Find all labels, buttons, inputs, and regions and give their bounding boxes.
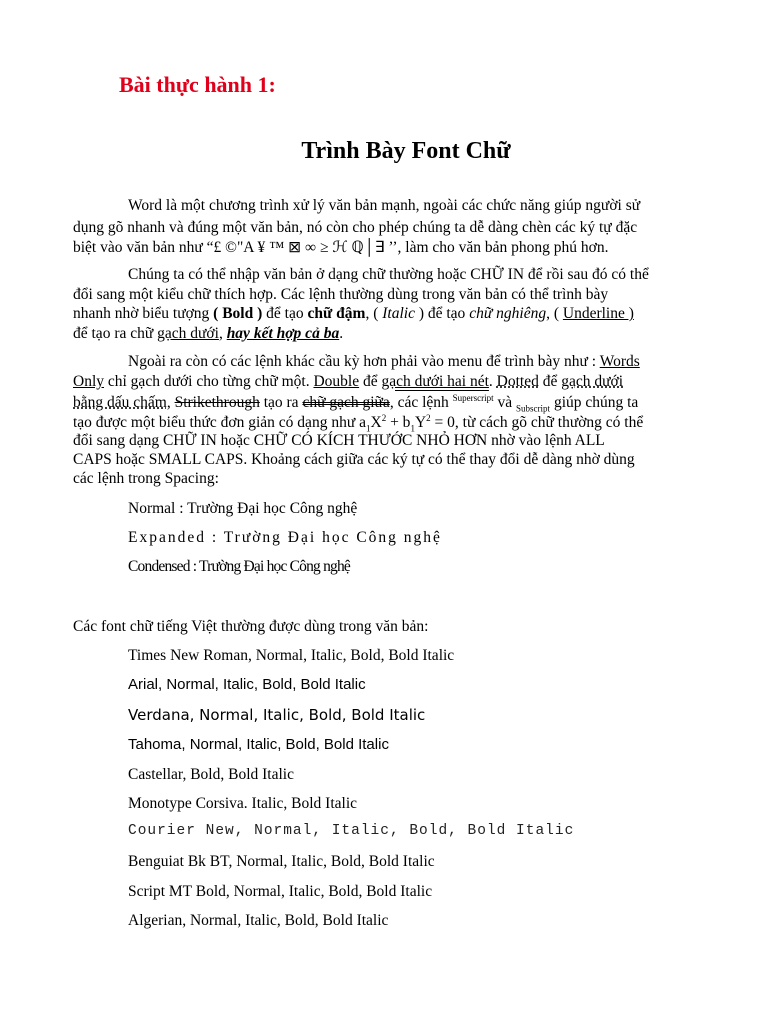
paragraph-2-line: đổi sang một kiểu chữ thích hợp. Các lệnh thường dùng trong văn bản có thể trình bày [73, 286, 609, 303]
text-run: để tạo [262, 305, 308, 322]
underline-text: Double [313, 373, 360, 390]
font-sample-benguiat: Benguiat Bk BT, Normal, Italic, Bold, Bold Italic [128, 853, 435, 870]
font-sample-castellar: Castellar, Bold, Bold Italic [128, 766, 294, 783]
underline-text: Underline ) [562, 305, 634, 322]
text-run: , ( [546, 305, 563, 322]
paragraph-2-line: Chúng ta có thể nhập văn bản ở dạng chữ thường hoặc CHỮ IN để rồi sau đó có thể [128, 266, 649, 283]
text-run: , [166, 394, 175, 412]
text-run: + b [386, 414, 411, 432]
paragraph-3-line: CAPS hoặc SMALL CAPS. Khoảng cách giữa các ký tự có thể thay đổi dễ dàng nhờ dùng [73, 451, 635, 468]
font-sample-algerian: Algerian, Normal, Italic, Bold, Bold Italic [128, 912, 389, 929]
paragraph-3-line: đổi sang dạng CHỮ IN hoặc CHỮ CÓ KÍCH THƯỚC NHỎ HƠN nhờ vào lệnh ALL [73, 432, 605, 449]
text-run: = 0, từ cách gõ chữ thường có thể [430, 414, 644, 432]
words-only-text: Words [599, 353, 640, 370]
paragraph-3-line [73, 413, 643, 433]
text-run: tạo ra [259, 394, 303, 412]
superscript-digit: 2 [381, 413, 387, 423]
font-sample-courier: Courier New, Normal, Italic, Bold, Bold Italic [128, 823, 575, 839]
text-run: để tạo ra chữ [73, 325, 158, 342]
spacing-expanded-example: Expanded : Trường Đại học Công nghệ [128, 529, 442, 546]
document-title: Trình Bày Font Chữ [301, 138, 511, 164]
font-sample-tahoma: Tahoma, Normal, Italic, Bold, Bold Italic [128, 736, 389, 753]
paragraph-1-line: Word là một chương trình xử lý văn bản mạnh, ngoài các chức năng giúp người sử [128, 197, 641, 214]
exercise-heading: Bài thực hành 1: [119, 72, 276, 97]
text-run: để [538, 373, 562, 390]
paragraph-2-line [73, 325, 343, 343]
paragraph-3-line [128, 353, 640, 371]
superscript-text: Superscript [452, 393, 494, 403]
dotted-underline-text: gạch dưới [561, 373, 624, 390]
text-run: nhanh nhờ biểu tượng [73, 305, 214, 322]
text-run: X [370, 414, 382, 432]
font-sample-verdana: Verdana, Normal, Italic, Bold, Bold Italic [128, 706, 426, 724]
spacing-normal-example: Normal : Trường Đại học Công nghệ [128, 500, 358, 517]
text-run: chỉ gạch dưới cho từng chữ một. [104, 373, 314, 390]
text-run: , các lệnh [389, 394, 453, 412]
subscript-text: Subscript [516, 403, 551, 414]
fonts-intro: Các font chữ tiếng Việt thường được dùng trong văn bản: [73, 618, 429, 635]
subscript-digit: 1 [410, 423, 415, 434]
text-run: Y [414, 414, 427, 432]
text-run: tạo được một biểu thức đơn giản có dạng như a [73, 414, 366, 432]
double-underline-text: gạch dưới hai nét [381, 373, 489, 390]
text-run: . [339, 325, 344, 342]
font-sample-script: Script MT Bold, Normal, Italic, Bold, Bold Italic [128, 883, 433, 900]
font-sample-arial: Arial, Normal, Italic, Bold, Bold Italic [128, 676, 366, 693]
font-sample-monotype: Monotype Corsiva. Italic, Bold Italic [128, 795, 358, 812]
text-run: để [359, 373, 382, 390]
underline-text: gạch dưới [157, 325, 219, 342]
text-run: ) để tạo [414, 305, 470, 322]
text-run: Ngoài ra còn có các lệnh khác cầu kỳ hơn phải vào menu để trình bày như : [128, 353, 600, 370]
double-strikethrough-text: chữ gạch giữa [302, 394, 390, 412]
paragraph-3-line [73, 373, 623, 391]
paragraph-1-line: dụng gõ nhanh và đúng một văn bản, nó còn cho phép chúng ta dễ dàng chèn các ký tự đặc [73, 219, 638, 236]
paragraph-3-line [73, 393, 638, 413]
text-run: , ( [365, 305, 383, 322]
text-run: giúp chúng ta [550, 394, 639, 412]
paragraph-3-line: các lệnh trong Spacing: [73, 470, 219, 487]
text-run: . [488, 373, 497, 390]
font-sample-times: Times New Roman, Normal, Italic, Bold, Bold Italic [128, 647, 455, 664]
dotted-underline-text: Dotted [496, 373, 539, 390]
italic-text: Italic [382, 305, 415, 322]
words-only-text: Only [73, 373, 104, 390]
paragraph-1-line: biệt vào văn bản như “£ ©"A ¥ ™ ⊠ ∞ ≥ ℋ ℚ│∃ ’’, làm cho văn bản phong phú hơn. [73, 239, 609, 256]
spacing-condensed-example: Condensed : Trường Đại học Công nghệ [128, 558, 351, 575]
bold-text: chữ đậm [307, 305, 366, 322]
text-run: và [493, 394, 517, 412]
bold-italic-underline-text: hay kết hợp cả ba [226, 325, 340, 342]
dotted-underline-text: bằng dấu chấm [73, 394, 167, 412]
superscript-digit: 2 [426, 413, 431, 423]
subscript-digit: 1 [365, 423, 371, 434]
italic-text: chữ nghiêng [469, 305, 547, 322]
strikethrough-text: Strikethrough [174, 394, 260, 412]
text-run: , [218, 325, 227, 342]
bold-text: ( Bold ) [213, 305, 263, 322]
paragraph-2-line [73, 305, 634, 323]
